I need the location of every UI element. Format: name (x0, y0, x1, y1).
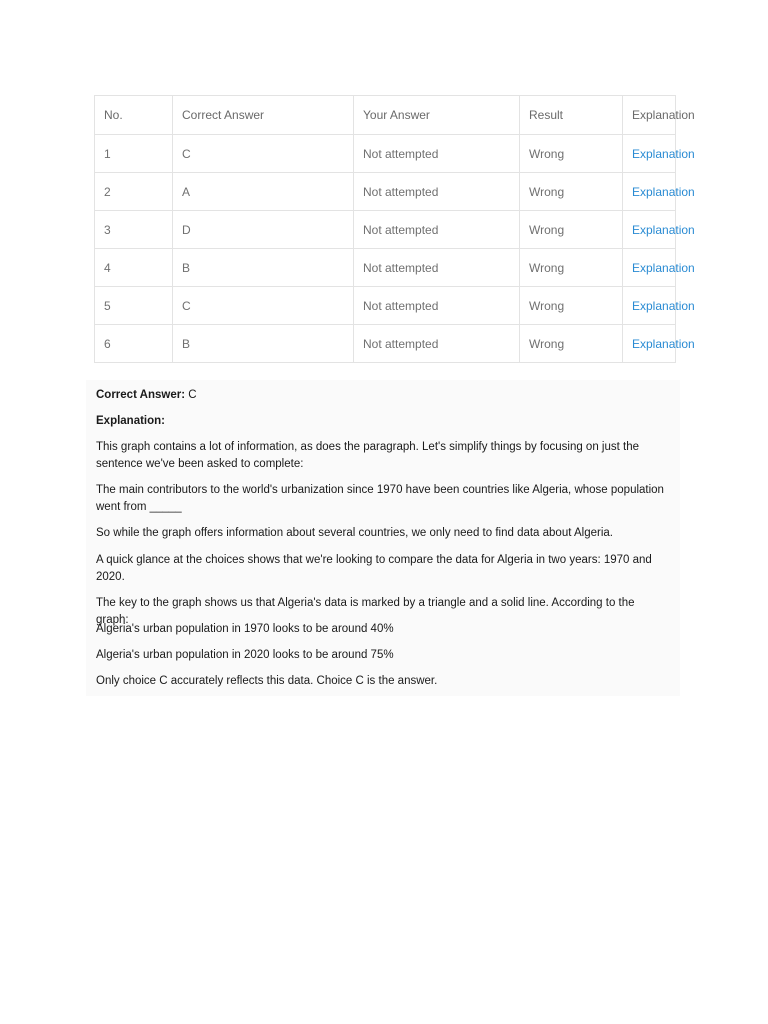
explanation-link[interactable]: Explanation (632, 260, 695, 275)
explanation-panel (86, 380, 680, 696)
row-number: 4 (95, 249, 173, 287)
explanation-heading-text: Explanation: (96, 415, 166, 427)
explanation-link[interactable]: Explanation (632, 298, 695, 313)
row-number: 3 (95, 211, 173, 249)
explanation-paragraph: This graph contains a lot of information, as does the paragraph. Let's simplify things by focusing on just the sentence we've been asked to complete: (96, 441, 639, 470)
explanation-link[interactable]: Explanation (632, 146, 695, 161)
explanation-paragraph: Only choice C accurately reflects this data. Choice C is the answer. (96, 675, 438, 687)
header-explanation: Explanation (623, 96, 676, 135)
explanation-cell (623, 173, 695, 211)
row-number: 6 (95, 325, 173, 363)
correct-answer-line (96, 387, 666, 404)
explanation-link[interactable]: Explanation (632, 184, 695, 199)
explanation-heading (96, 413, 666, 430)
results-table (94, 95, 695, 363)
row-number: 1 (95, 135, 173, 173)
table-row (95, 249, 676, 287)
table-row (95, 325, 676, 363)
correct-answer-value: C (188, 389, 197, 401)
explanation-paragraph: So while the graph offers information about several countries, we only need to find data about Algeria. (96, 527, 613, 539)
explanation-paragraph: A quick glance at the choices shows that we're looking to compare the data for Algeria in two years: 1970 and 2020. (96, 554, 652, 583)
correct-answer-cell: B (173, 249, 354, 287)
explanation-cell (623, 249, 695, 287)
correct-answer-cell: C (173, 135, 354, 173)
correct-answer-cell: C (173, 287, 354, 325)
your-answer-cell: Not attempted (354, 287, 520, 325)
explanation-paragraph: The key to the graph shows us that Algeria's data is marked by a triangle and a solid line. According to the graph: (96, 597, 635, 626)
table-header-row (95, 96, 676, 135)
result-cell: Wrong (520, 135, 623, 173)
result-cell: Wrong (520, 249, 623, 287)
correct-answer-label: Correct Answer: (96, 389, 186, 401)
table-row (95, 211, 676, 249)
header-correct-answer: Correct Answer (173, 96, 354, 135)
header-no: No. (95, 96, 173, 135)
correct-answer-cell: A (173, 173, 354, 211)
explanation-cell (623, 325, 695, 363)
explanation-cell (623, 211, 695, 249)
header-result: Result (520, 96, 623, 135)
your-answer-cell: Not attempted (354, 325, 520, 363)
result-cell: Wrong (520, 211, 623, 249)
explanation-link[interactable]: Explanation (632, 222, 695, 237)
your-answer-cell: Not attempted (354, 173, 520, 211)
explanation-cell (623, 135, 695, 173)
result-cell: Wrong (520, 287, 623, 325)
table-row (95, 135, 676, 173)
explanation-cell (623, 287, 695, 325)
explanation-paragraph: Algeria's urban population in 1970 looks to be around 40% (96, 623, 394, 635)
your-answer-cell: Not attempted (354, 211, 520, 249)
table-row (95, 173, 676, 211)
table-row (95, 287, 676, 325)
your-answer-cell: Not attempted (354, 249, 520, 287)
correct-answer-cell: B (173, 325, 354, 363)
row-number: 2 (95, 173, 173, 211)
explanation-paragraph: Algeria's urban population in 2020 looks to be around 75% (96, 649, 394, 661)
row-number: 5 (95, 287, 173, 325)
your-answer-cell: Not attempted (354, 135, 520, 173)
explanation-link[interactable]: Explanation (632, 336, 695, 351)
correct-answer-cell: D (173, 211, 354, 249)
explanation-paragraph: The main contributors to the world's urbanization since 1970 have been countries like Algeria, whose population went from _____ (96, 484, 664, 513)
result-cell: Wrong (520, 173, 623, 211)
result-cell: Wrong (520, 325, 623, 363)
header-your-answer: Your Answer (354, 96, 520, 135)
